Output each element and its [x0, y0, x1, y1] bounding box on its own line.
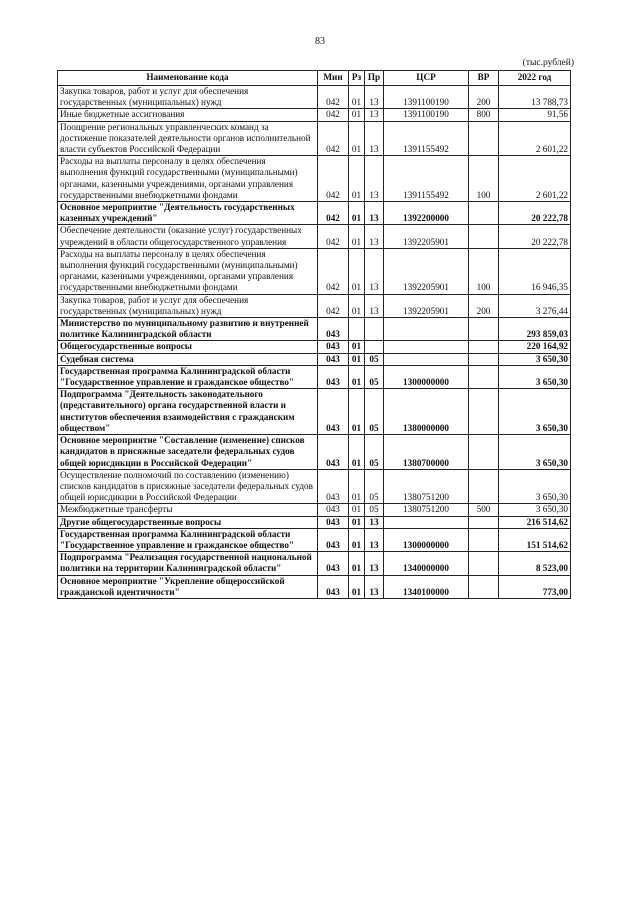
cell-amount: 20 222,78 — [499, 225, 571, 248]
cell-pr: 13 — [365, 121, 384, 156]
cell-min: 043 — [318, 469, 349, 504]
table-header-row — [58, 71, 571, 86]
cell-csr: 1392205901 — [384, 225, 469, 248]
cell-pr: 13 — [365, 575, 384, 598]
header-vr: ВР — [469, 71, 499, 86]
budget-table — [57, 70, 571, 599]
header-rz: Рз — [349, 71, 365, 86]
cell-vr: 100 — [469, 156, 499, 202]
cell-min: 043 — [318, 552, 349, 575]
table-row — [58, 435, 571, 470]
cell-csr: 1392205901 — [384, 294, 469, 317]
table-row — [58, 575, 571, 598]
cell-min: 042 — [318, 121, 349, 156]
cell-pr — [365, 341, 384, 353]
cell-rz — [349, 318, 365, 341]
cell-csr: 1380751200 — [384, 504, 469, 516]
table-row — [58, 248, 571, 294]
cell-rz: 01 — [349, 225, 365, 248]
cell-amount: 13 788,73 — [499, 86, 571, 109]
table-row — [58, 469, 571, 504]
cell-min: 042 — [318, 202, 349, 225]
cell-pr: 13 — [365, 202, 384, 225]
cell-pr: 13 — [365, 552, 384, 575]
cell-vr — [469, 435, 499, 470]
cell-vr: 500 — [469, 504, 499, 516]
cell-rz: 01 — [349, 528, 365, 551]
cell-pr: 05 — [365, 504, 384, 516]
cell-amount: 2 601,22 — [499, 121, 571, 156]
cell-rz: 01 — [349, 365, 365, 388]
cell-rz: 01 — [349, 353, 365, 365]
cell-min: 043 — [318, 341, 349, 353]
cell-amount: 773,00 — [499, 575, 571, 598]
cell-rz: 01 — [349, 389, 365, 435]
cell-name: Судебная система — [58, 353, 318, 365]
cell-rz: 01 — [349, 575, 365, 598]
cell-csr: 1380700000 — [384, 435, 469, 470]
cell-rz: 01 — [349, 341, 365, 353]
table-row — [58, 294, 571, 317]
cell-name: Подпрограмма "Деятельность законодательного (представительного) органа государственной власти и институтов обеспечения взаимодействия с гражданским обществом" — [58, 389, 318, 435]
cell-vr — [469, 528, 499, 551]
cell-min: 043 — [318, 575, 349, 598]
cell-min: 043 — [318, 318, 349, 341]
cell-min: 042 — [318, 109, 349, 121]
cell-min: 042 — [318, 294, 349, 317]
cell-name: Иные бюджетные ассигнования — [58, 109, 318, 121]
cell-name: Подпрограмма "Реализация государственной национальной политики на территории Калининградской области" — [58, 552, 318, 575]
cell-vr: 200 — [469, 86, 499, 109]
cell-csr: 1391100190 — [384, 109, 469, 121]
cell-rz: 01 — [349, 469, 365, 504]
cell-rz: 01 — [349, 552, 365, 575]
cell-pr — [365, 318, 384, 341]
cell-name: Закупка товаров, работ и услуг для обеспечения государственных (муниципальных) нужд — [58, 294, 318, 317]
header-min: Мин — [318, 71, 349, 86]
cell-amount: 220 164,92 — [499, 341, 571, 353]
cell-csr: 1392205901 — [384, 248, 469, 294]
cell-vr — [469, 318, 499, 341]
cell-rz: 01 — [349, 109, 365, 121]
cell-name: Осуществление полномочий по составлению (изменению) списков кандидатов в присяжные заседатели федеральных судов общей юрисдикции в Российской Федерации — [58, 469, 318, 504]
header-year: 2022 год — [499, 71, 571, 86]
cell-name: Закупка товаров, работ и услуг для обеспечения государственных (муниципальных) нужд — [58, 86, 318, 109]
table-row — [58, 516, 571, 528]
cell-rz: 01 — [349, 248, 365, 294]
cell-csr — [384, 318, 469, 341]
cell-amount: 8 523,00 — [499, 552, 571, 575]
cell-rz: 01 — [349, 86, 365, 109]
cell-name: Общегосударственные вопросы — [58, 341, 318, 353]
table-row — [58, 552, 571, 575]
cell-rz: 01 — [349, 435, 365, 470]
cell-name: Государственная программа Калининградской области "Государственное управление и гражданское общество" — [58, 528, 318, 551]
cell-pr: 13 — [365, 109, 384, 121]
cell-amount: 216 514,62 — [499, 516, 571, 528]
cell-rz: 01 — [349, 294, 365, 317]
cell-pr: 05 — [365, 469, 384, 504]
cell-pr: 13 — [365, 516, 384, 528]
cell-vr — [469, 353, 499, 365]
cell-rz: 01 — [349, 516, 365, 528]
cell-csr: 1300000000 — [384, 528, 469, 551]
cell-amount: 3 650,30 — [499, 365, 571, 388]
cell-vr — [469, 202, 499, 225]
cell-rz: 01 — [349, 202, 365, 225]
cell-min: 043 — [318, 516, 349, 528]
table-row — [58, 318, 571, 341]
table-row — [58, 121, 571, 156]
cell-min: 043 — [318, 528, 349, 551]
cell-amount: 91,56 — [499, 109, 571, 121]
cell-csr: 1392200000 — [384, 202, 469, 225]
cell-vr — [469, 341, 499, 353]
table-row — [58, 225, 571, 248]
cell-amount: 293 859,03 — [499, 318, 571, 341]
unit-label: (тыс.рублей) — [522, 58, 574, 68]
table-row — [58, 353, 571, 365]
cell-min: 042 — [318, 248, 349, 294]
cell-csr — [384, 341, 469, 353]
cell-amount: 151 514,62 — [499, 528, 571, 551]
table-row — [58, 86, 571, 109]
cell-name: Министерство по муниципальному развитию и внутренней политике Калининградской области — [58, 318, 318, 341]
cell-vr — [469, 225, 499, 248]
cell-vr — [469, 121, 499, 156]
cell-vr: 800 — [469, 109, 499, 121]
cell-min: 043 — [318, 435, 349, 470]
cell-vr — [469, 516, 499, 528]
cell-pr: 05 — [365, 389, 384, 435]
cell-pr: 13 — [365, 156, 384, 202]
cell-csr — [384, 516, 469, 528]
cell-amount: 2 601,22 — [499, 156, 571, 202]
cell-csr: 1380751200 — [384, 469, 469, 504]
cell-csr: 1340000000 — [384, 552, 469, 575]
cell-pr: 05 — [365, 435, 384, 470]
table-row — [58, 109, 571, 121]
cell-csr: 1300000000 — [384, 365, 469, 388]
table-row — [58, 528, 571, 551]
cell-csr: 1340100000 — [384, 575, 469, 598]
cell-pr: 13 — [365, 225, 384, 248]
cell-name: Расходы на выплаты персоналу в целях обеспечения выполнения функций государственными (муниципальными) органами, казенными учреждениями, органами управления государственными внебюджетными фондами — [58, 156, 318, 202]
cell-min: 042 — [318, 225, 349, 248]
cell-name: Межбюджетные трансферты — [58, 504, 318, 516]
cell-rz: 01 — [349, 156, 365, 202]
cell-name: Другие общегосударственные вопросы — [58, 516, 318, 528]
cell-amount: 20 222,78 — [499, 202, 571, 225]
cell-name: Основное мероприятие "Составление (изменение) списков кандидатов в присяжные заседатели федеральных судов общей юрисдикции в Российской Федерации" — [58, 435, 318, 470]
cell-amount: 3 650,30 — [499, 435, 571, 470]
cell-min: 043 — [318, 365, 349, 388]
page-number: 83 — [315, 36, 325, 47]
cell-pr: 05 — [365, 353, 384, 365]
cell-amount: 3 650,30 — [499, 504, 571, 516]
cell-amount: 3 276,44 — [499, 294, 571, 317]
cell-rz: 01 — [349, 121, 365, 156]
cell-vr — [469, 389, 499, 435]
cell-min: 043 — [318, 389, 349, 435]
cell-pr: 13 — [365, 528, 384, 551]
cell-name: Основное мероприятие "Деятельность государственных казенных учреждений" — [58, 202, 318, 225]
header-csr: ЦСР — [384, 71, 469, 86]
cell-vr — [469, 575, 499, 598]
cell-vr: 200 — [469, 294, 499, 317]
header-name: Наименование кода — [58, 71, 318, 86]
cell-pr: 05 — [365, 365, 384, 388]
cell-vr — [469, 552, 499, 575]
table-row — [58, 504, 571, 516]
cell-csr: 1391100190 — [384, 86, 469, 109]
cell-name: Государственная программа Калининградской области "Государственное управление и гражданское общество" — [58, 365, 318, 388]
cell-name: Основное мероприятие "Укрепление общероссийской гражданской идентичности" — [58, 575, 318, 598]
cell-name: Поощрение региональных управленческих команд за достижение показателей деятельности органов исполнительной власти субъектов Российской Федерации — [58, 121, 318, 156]
cell-amount: 3 650,30 — [499, 389, 571, 435]
cell-amount: 3 650,30 — [499, 469, 571, 504]
cell-vr — [469, 365, 499, 388]
header-pr: Пр — [365, 71, 384, 86]
table-row — [58, 202, 571, 225]
cell-vr: 100 — [469, 248, 499, 294]
cell-csr — [384, 353, 469, 365]
cell-min: 042 — [318, 86, 349, 109]
table-row — [58, 365, 571, 388]
cell-vr — [469, 469, 499, 504]
cell-csr: 1380000000 — [384, 389, 469, 435]
cell-name: Обеспечение деятельности (оказание услуг) государственных учреждений в области общегосударственного управления — [58, 225, 318, 248]
cell-name: Расходы на выплаты персоналу в целях обеспечения выполнения функций государственными (муниципальными) органами, казенными учреждениями, органами управления государственными внебюджетными фондами — [58, 248, 318, 294]
cell-pr: 13 — [365, 248, 384, 294]
cell-amount: 3 650,30 — [499, 353, 571, 365]
cell-min: 043 — [318, 504, 349, 516]
cell-pr: 13 — [365, 86, 384, 109]
cell-pr: 13 — [365, 294, 384, 317]
cell-min: 042 — [318, 156, 349, 202]
cell-rz: 01 — [349, 504, 365, 516]
cell-csr: 1391155492 — [384, 156, 469, 202]
cell-min: 043 — [318, 353, 349, 365]
table-row — [58, 156, 571, 202]
cell-amount: 16 946,35 — [499, 248, 571, 294]
table-row — [58, 389, 571, 435]
cell-csr: 1391155492 — [384, 121, 469, 156]
table-row — [58, 341, 571, 353]
